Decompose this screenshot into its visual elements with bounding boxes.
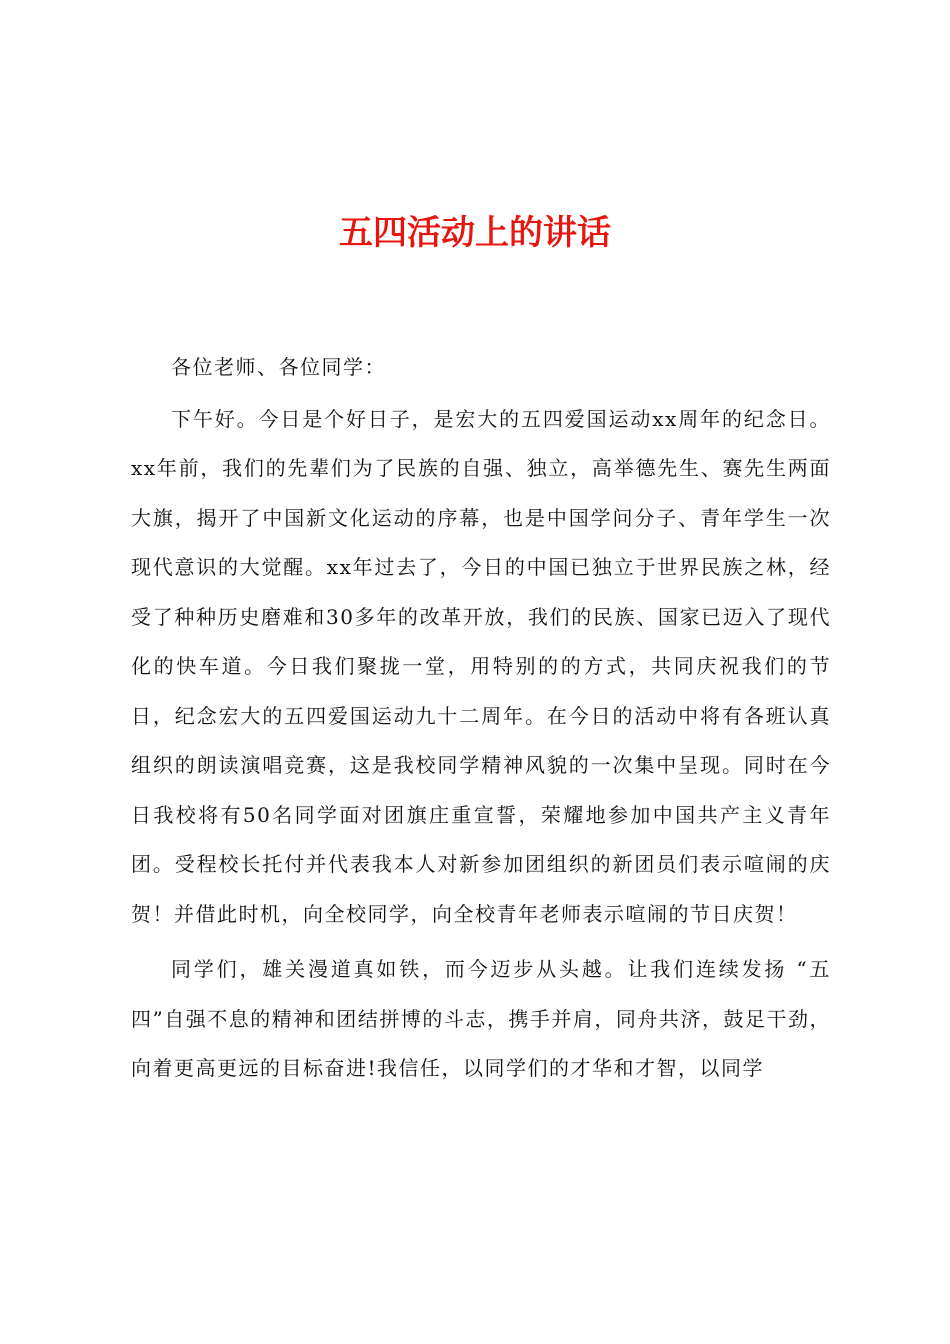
- document-title: 五四活动上的讲话: [339, 213, 611, 253]
- paragraph: 同学们，雄关漫道真如铁，而今迈步从头越。让我们连续发扬 “五四”自强不息的精神和团结拼博的斗志，携手并肩，同舟共济，鼓足干劲，向着更高更远的目标奋进!我信任，以同学们的才华和才智，以同学: [131, 957, 831, 1080]
- document-body: [131, 343, 831, 1094]
- salutation: 各位老师、各位同学：: [171, 355, 386, 379]
- paragraph: 下午好。今日是个好日子，是宏大的五四爱国运动xx周年的纪念日。xx年前，我们的先辈们为了民族的自强、独立，高举德先生、赛先生两面大旗，揭开了中国新文化运动的序幕，也是中国学问分子、青年学生一次现代意识的大觉醒。xx年过去了，今日的中国已独立于世界民族之林，经受了种种历史磨难和30多年的改革开放，我们的民族、国家已迈入了现代化的快车道。今日我们聚拢一堂，用特别的的方式，共同庆祝我们的节日，纪念宏大的五四爱国运动九十二周年。在今日的活动中将有各班认真组织的朗读演唱竞赛，这是我校同学精神风貌的一次集中呈现。同时在今日我校将有50名同学面对团旗庄重宣誓，荣耀地参加中国共产主义青年团。受程校长托付并代表我本人对新参加团组织的新团员们表示喧闹的庆贺！并借此时机，向全校同学，向全校青年老师表示喧闹的节日庆贺！: [131, 406, 831, 926]
